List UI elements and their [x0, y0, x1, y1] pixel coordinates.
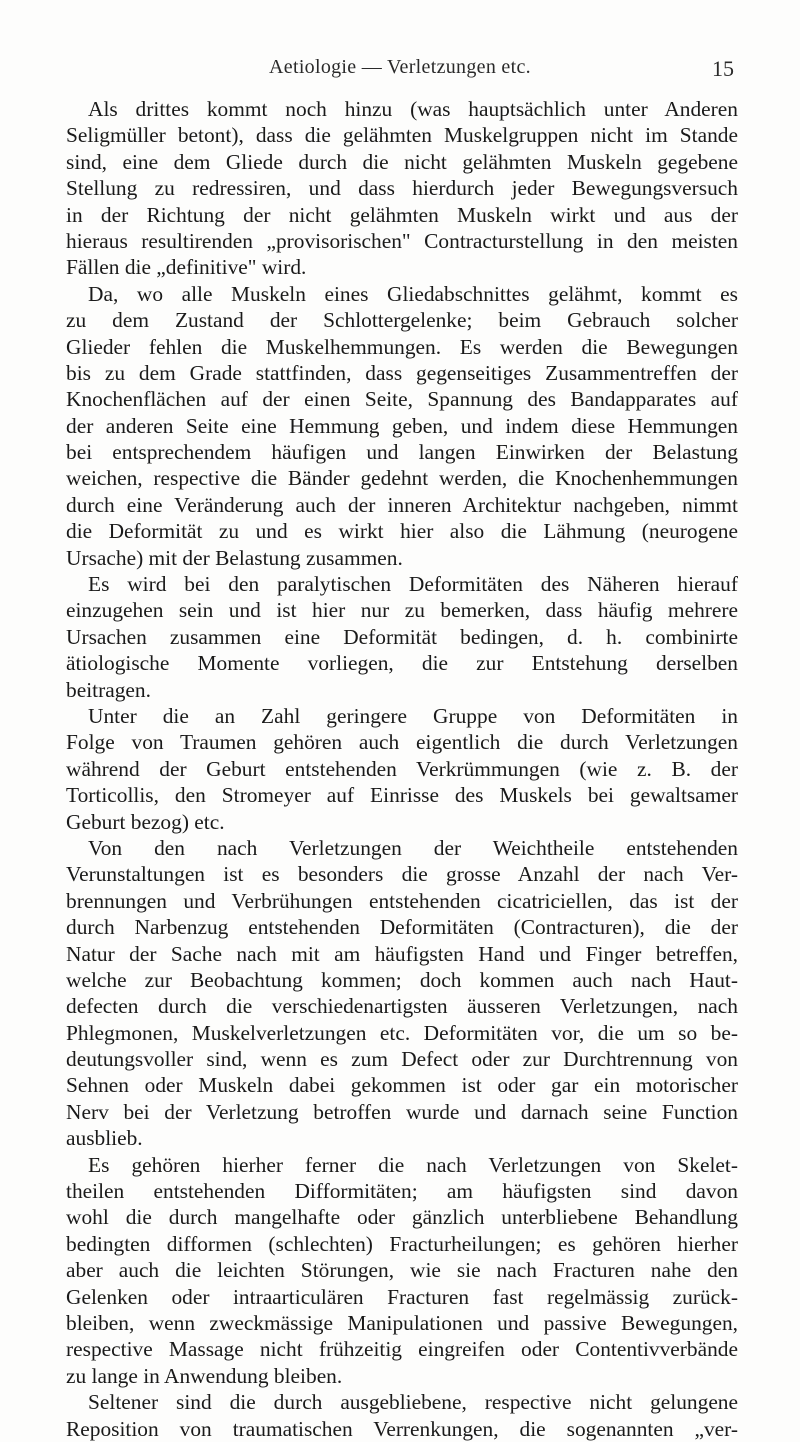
text-line: Gelenken oder intraarticulären Fracturen fast regelmässig zurück-: [66, 1284, 738, 1309]
page-header: [66, 56, 734, 88]
text-line: Phlegmonen, Muskelverletzungen etc. Deformitäten vor, die um so be-: [66, 1020, 738, 1045]
text-line: bleiben, wenn zweckmässige Manipulationen und passive Bewegungen,: [66, 1310, 738, 1335]
text-line: brennungen und Verbrühungen entstehenden cicatriciellen, das ist der: [66, 888, 738, 913]
text-line: Es wird bei den paralytischen Deformitäten des Näheren hierauf: [88, 572, 738, 597]
text-line: aber auch die leichten Störungen, wie sie nach Fracturen nahe den: [66, 1258, 738, 1283]
text-line: Reposition von traumatischen Verrenkungen, die sogenannten „ver-: [66, 1416, 738, 1441]
text-line: Ursache) mit der Belastung zusammen.: [66, 545, 403, 570]
text-line: zu lange in Anwendung bleiben.: [66, 1363, 343, 1388]
text-line: Sehnen oder Muskeln dabei gekommen ist oder gar ein motorischer: [66, 1073, 738, 1098]
text-line: Von den nach Verletzungen der Weichtheile entstehenden: [88, 835, 738, 860]
text-line: ätiologische Momente vorliegen, die zur Entstehung derselben: [66, 651, 738, 676]
text-line: Glieder fehlen die Muskelhemmungen. Es werden die Bewegungen: [66, 334, 738, 359]
text-line: Fällen die „definitive" wird.: [66, 255, 307, 280]
text-line: bei entsprechendem häufigen und langen Einwirken der Belastung: [66, 440, 738, 465]
text-line: weichen, respective die Bänder gedehnt werden, die Knochenhemmungen: [66, 466, 738, 491]
page-number: 15: [712, 56, 734, 81]
running-head: Aetiologie — Verletzungen etc.: [269, 56, 531, 78]
body-text: [66, 96, 738, 1442]
text-line: der anderen Seite eine Hemmung geben, und indem diese Hemmungen: [66, 413, 738, 438]
text-line: durch eine Veränderung auch der inneren Architektur nachgeben, nimmt: [66, 492, 738, 517]
text-line: bedingten difformen (schlechten) Fracturheilungen; es gehören hierher: [66, 1231, 738, 1256]
text-line: respective Massage nicht frühzeitig eingreifen oder Contentivverbände: [66, 1337, 738, 1362]
text-line: Seligmüller betont), dass die gelähmten Muskelgruppen nicht im Stande: [66, 123, 738, 148]
text-line: Verunstaltungen ist es besonders die grosse Anzahl der nach Ver-: [66, 862, 738, 887]
text-line: Nerv bei der Verletzung betroffen wurde und darnach seine Function: [66, 1099, 738, 1124]
text-line: hieraus resultirenden „provisorischen" Contracturstellung in den meisten: [66, 228, 738, 253]
text-line: Es gehören hierher ferner die nach Verletzungen von Skelet-: [88, 1152, 738, 1177]
text-line: die Deformität zu und es wirkt hier also die Lähmung (neurogene: [66, 519, 738, 544]
text-line: welche zur Beobachtung kommen; doch kommen auch nach Haut-: [66, 967, 738, 992]
text-line: defecten durch die verschiedenartigsten äusseren Verletzungen, nach: [66, 994, 738, 1019]
text-line: Folge von Traumen gehören auch eigentlich die durch Verletzungen: [66, 730, 738, 755]
text-line: durch Narbenzug entstehenden Deformitäten (Contracturen), die der: [66, 915, 738, 940]
text-line: Geburt bezog) etc.: [66, 809, 225, 834]
text-line: bis zu dem Grade stattfinden, dass gegenseitiges Zusammentreffen der: [66, 360, 738, 385]
text-line: Seltener sind die durch ausgebliebene, respective nicht gelungene: [88, 1390, 738, 1415]
text-line: ausblieb.: [66, 1126, 143, 1151]
text-line: Torticollis, den Stromeyer auf Einrisse des Muskels bei gewaltsamer: [66, 783, 738, 808]
text-line: deutungsvoller sind, wenn es zum Defect oder zur Durchtrennung von: [66, 1047, 738, 1072]
text-line: Da, wo alle Muskeln eines Gliedabschnittes gelähmt, kommt es: [88, 281, 738, 306]
text-line: in der Richtung der nicht gelähmten Muskeln wirkt und aus der: [66, 202, 738, 227]
text-line: während der Geburt entstehenden Verkrümmungen (wie z. B. der: [66, 756, 738, 781]
text-line: Ursachen zusammen eine Deformität bedingen, d. h. combinirte: [66, 624, 738, 649]
text-line: Als drittes kommt noch hinzu (was hauptsächlich unter Anderen: [88, 97, 738, 121]
text-line: sind, eine dem Gliede durch die nicht gelähmten Muskeln gegebene: [66, 149, 738, 174]
text-line: beitragen.: [66, 677, 151, 702]
text-line: Knochenflächen auf der einen Seite, Spannung des Bandapparates auf: [66, 387, 738, 412]
text-line: Stellung zu redressiren, und dass hierdurch jeder Bewegungsversuch: [66, 176, 738, 201]
text-line: Natur der Sache nach mit am häufigsten Hand und Finger betreffen,: [66, 941, 738, 966]
text-line: theilen entstehenden Difformitäten; am häufigsten sind davon: [66, 1179, 738, 1204]
text-line: einzugehen sein und ist hier nur zu bemerken, dass häufig mehrere: [66, 598, 738, 623]
text-line: Unter die an Zahl geringere Gruppe von Deformitäten in: [88, 703, 738, 728]
text-line: zu dem Zustand der Schlottergelenke; beim Gebrauch solcher: [66, 308, 738, 333]
text-line: wohl die durch mangelhafte oder gänzlich unterbliebene Behandlung: [66, 1205, 738, 1230]
